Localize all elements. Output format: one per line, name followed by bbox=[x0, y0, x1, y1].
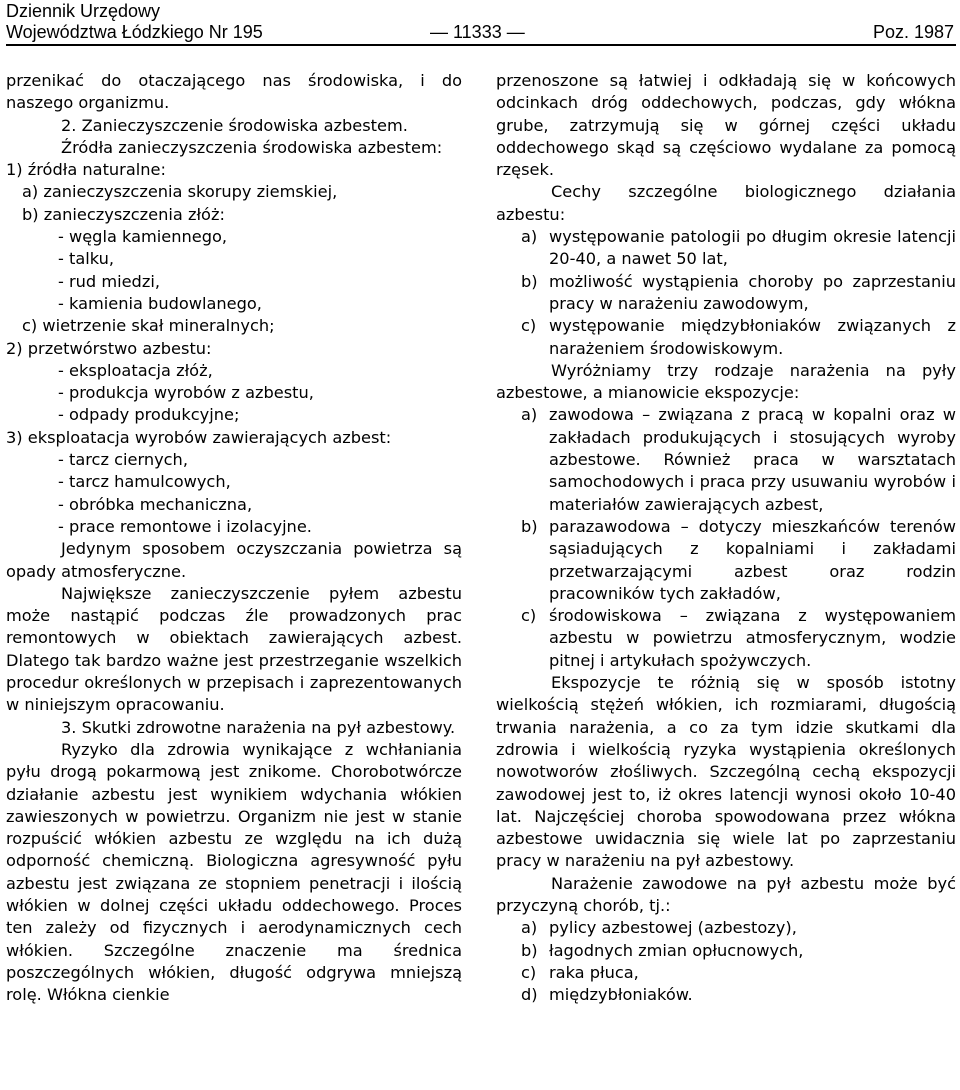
list-text: pylicy azbestowej (azbestozy), bbox=[549, 918, 797, 938]
list-item: c) wietrzenie skał mineralnych; bbox=[22, 316, 275, 336]
paragraph: Ekspozycje te różnią się w sposób istotny wielkością stężeń włókien, ich rozmiarami, długością trwania narażenia, a co za tym idzie skutkami dla zdrowia i wielkością ryzyka wystąpienia określonych nowotworów złośliwych. Szczególną cechą ekspozycji zawodowej jest to, iż okres latencji wynosi około 10-40 lat. Najczęściej choroba spowodowana przez włókna azbestowe uwidacznia się wiele lat po zaprzestaniu pracy w narażeniu na pył azbestowy. bbox=[496, 673, 956, 871]
list-item: - talku, bbox=[58, 249, 115, 269]
list-item bbox=[496, 516, 956, 605]
list-item bbox=[496, 605, 956, 672]
paragraph: przenikać do otaczającego nas środowiska, i do naszego organizmu. bbox=[6, 71, 462, 113]
list-item: - obróbka mechaniczna, bbox=[58, 494, 253, 514]
list-item bbox=[496, 226, 956, 271]
list-item: a) zanieczyszczenia skorupy ziemskiej, bbox=[22, 182, 338, 202]
journal-title: Dziennik Urzędowy bbox=[6, 1, 161, 21]
paragraph: Jedynym sposobem oczyszczania powietrza są opady atmosferyczne. bbox=[6, 539, 462, 581]
page-header bbox=[6, 0, 956, 50]
paragraph: Cechy szczególne biologicznego działania azbestu: bbox=[496, 182, 956, 224]
journal-subtitle: Województwa Łódzkiego Nr 195 bbox=[6, 22, 263, 42]
list-item: - tarcz hamulcowych, bbox=[58, 472, 231, 492]
paragraph: Wyróżniamy trzy rodzaje narażenia na pyły azbestowe, a mianowicie ekspozycje: bbox=[496, 360, 956, 403]
list-marker: c) bbox=[521, 316, 537, 336]
list-item: - tarcz ciernych, bbox=[58, 450, 188, 470]
paragraph: przenoszone są łatwiej i odkładają się w końcowych odcinkach dróg oddechowych, podczas, gdy włókna grube, zatrzymują się w górnej części układu oddechowego skąd są częściowo wydalane za pomocą rzęsek. bbox=[496, 71, 956, 180]
list-text: raka płuca, bbox=[549, 962, 639, 982]
list-item: - rud miedzi, bbox=[58, 271, 160, 291]
list-item bbox=[496, 315, 956, 360]
list-item: - prace remontowe i izolacyjne. bbox=[58, 516, 312, 536]
list-item: 2) przetwórstwo azbestu: bbox=[6, 338, 212, 358]
left-column bbox=[6, 70, 462, 1006]
list-item: 1) źródła naturalne: bbox=[6, 160, 166, 180]
list-marker: b) bbox=[521, 516, 538, 536]
list-text: międzybłoniaków. bbox=[549, 985, 693, 1005]
list-text: parazawodowa – dotyczy mieszkańców terenów sąsiadujących z kopalniami i zakładami przetwarzającymi azbest oraz rodzin pracowników tych zakładów, bbox=[549, 516, 956, 603]
list-item: 3) eksploatacja wyrobów zawierających azbest: bbox=[6, 427, 392, 447]
list-item: - produkcja wyrobów z azbestu, bbox=[58, 383, 314, 403]
list-item: - eksploatacja złóż, bbox=[58, 360, 213, 380]
list-marker: a) bbox=[521, 227, 538, 247]
list-item: - odpady produkcyjne; bbox=[58, 405, 240, 425]
list-item bbox=[496, 917, 956, 939]
list-marker: d) bbox=[521, 985, 538, 1005]
list-text: występowanie patologii po długim okresie latencji 20-40, a nawet 50 lat, bbox=[549, 227, 956, 269]
list-marker: c) bbox=[521, 962, 537, 982]
list-marker: b) bbox=[521, 940, 538, 960]
list-item: b) zanieczyszczenia złóż: bbox=[22, 204, 225, 224]
list-text: występowanie międzybłoniaków związanych z narażeniem środowiskowym. bbox=[549, 316, 956, 358]
list-item bbox=[496, 271, 956, 316]
page-number: — 11333 — bbox=[430, 22, 525, 42]
paragraph: Narażenie zawodowe na pył azbestu może być przyczyną chorób, tj.: bbox=[496, 873, 956, 915]
header-rule bbox=[6, 44, 956, 46]
list-marker: a) bbox=[521, 918, 538, 938]
list-item: - kamienia budowlanego, bbox=[58, 293, 262, 313]
list-item: - węgla kamiennego, bbox=[58, 227, 228, 247]
list-text: łagodnych zmian opłucnowych, bbox=[549, 940, 804, 960]
position-number: Poz. 1987 bbox=[872, 22, 954, 42]
section-heading: 3. Skutki zdrowotne narażenia na pył azbestowy. bbox=[61, 717, 456, 737]
list-marker: a) bbox=[521, 405, 538, 425]
list-marker: c) bbox=[521, 606, 537, 626]
paragraph: Ryzyko dla zdrowia wynikające z wchłaniania pyłu drogą pokarmową jest znikome. Chorobotwórcze działanie azbestu jest wynikiem wdychania włókien zawieszonych w powietrzu. Organizm nie jest w stanie rozpuścić włókien azbestu ze względu na ich dużą odporność chemiczną. Biologiczna agresywność pyłu azbestu jest związana ze stopniem penetracji i ilością włókien w dolnej części układu oddechowego. Proces ten zależy od fizycznych i aerodynamicznych cech włókien. Szczególne znaczenie ma średnica poszczególnych włókien, długość odgrywa mniejszą rolę. Włókna cienkie bbox=[6, 739, 462, 1005]
list-marker: b) bbox=[521, 271, 538, 291]
list-item bbox=[496, 962, 956, 984]
list-item bbox=[496, 404, 956, 515]
list-text: zawodowa – związana z pracą w kopalni oraz w zakładach produkujących i stosujących wyroby azbestowe. Również praca w warsztatach samochodowych i praca przy usuwaniu wyrobów i materiałów zawierających azbest, bbox=[549, 405, 956, 514]
right-column bbox=[496, 70, 956, 1006]
list-item bbox=[496, 984, 956, 1006]
list-text: możliwość wystąpienia choroby po zaprzestaniu pracy w narażeniu zawodowym, bbox=[549, 271, 956, 313]
list-text: środowiskowa – związana z występowaniem azbestu w powietrzu atmosferycznym, wodzie pitnej i artykułach spożywczych. bbox=[549, 606, 956, 670]
paragraph: Największe zanieczyszczenie pyłem azbestu może nastąpić podczas źle prowadzonych prac remontowych w obiektach zawierających azbest. Dlatego tak bardzo ważne jest przestrzeganie wszelkich procedur określonych w przepisach i zaprezentowanych w niniejszym opracowaniu. bbox=[6, 583, 462, 715]
section-heading: 2. Zanieczyszczenie środowiska azbestem. bbox=[61, 115, 408, 135]
paragraph: Źródła zanieczyszczenia środowiska azbestem: bbox=[61, 137, 443, 157]
list-item bbox=[496, 940, 956, 962]
